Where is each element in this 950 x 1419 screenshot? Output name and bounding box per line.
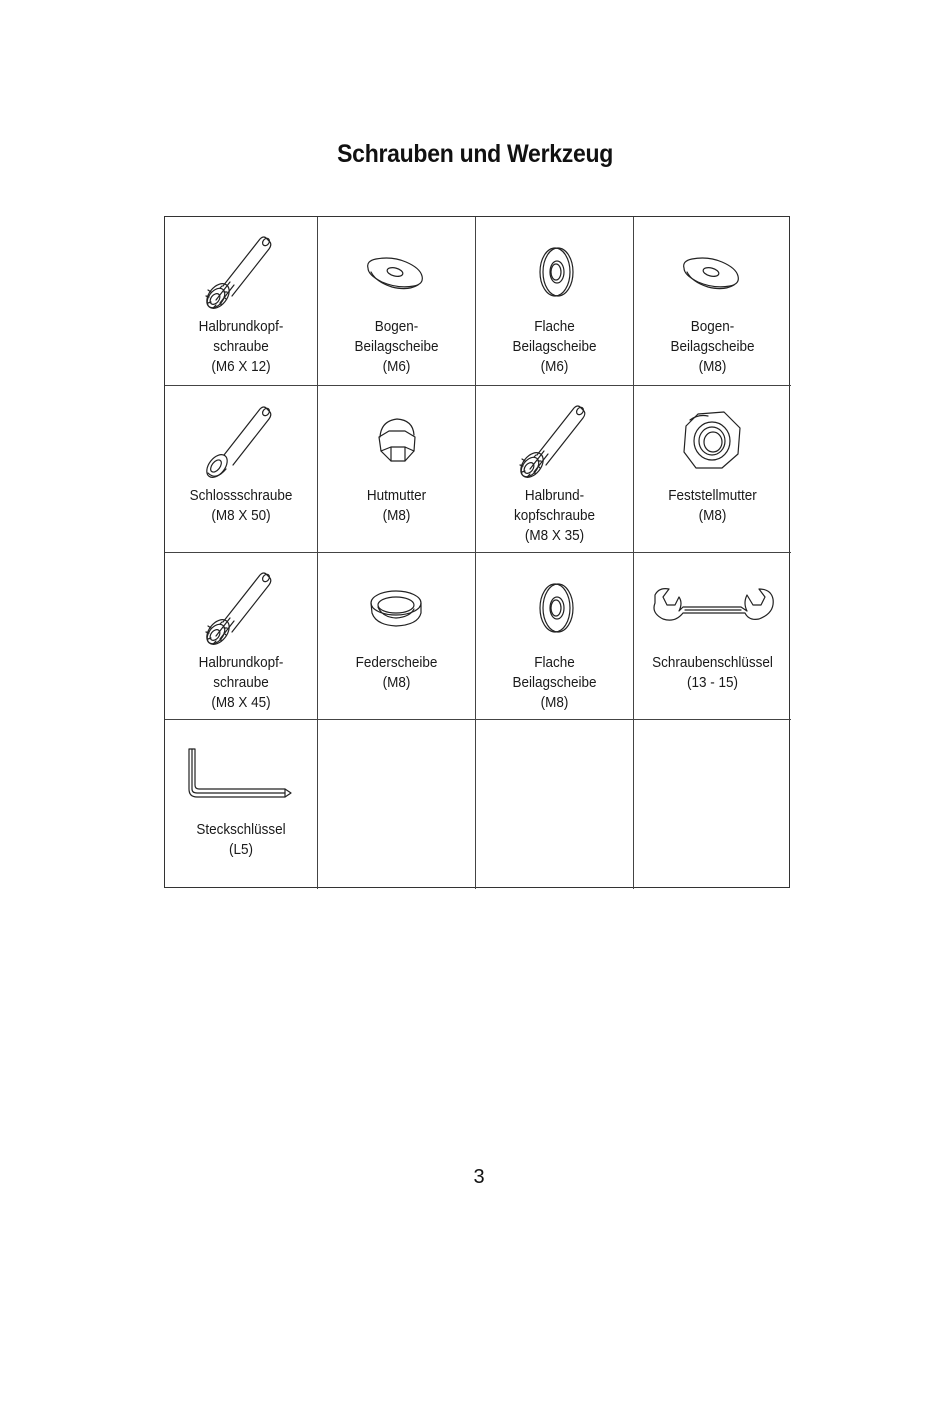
part-label-line: Bogen- — [374, 318, 419, 335]
part-cell — [165, 720, 318, 889]
flat-washer-icon — [476, 567, 633, 649]
part-label-line: Beilagscheibe — [670, 338, 755, 355]
page-title: Schrauben und Werkzeug — [337, 140, 614, 168]
part-label-line: (M8 X 50) — [211, 507, 271, 524]
curved-washer-icon — [318, 231, 475, 313]
part-cell — [634, 217, 791, 386]
page-number: 3 — [473, 1166, 485, 1188]
part-cell — [318, 386, 476, 553]
part-label-line: (M8) — [382, 674, 411, 691]
part-cell — [634, 553, 791, 720]
part-label — [173, 820, 310, 860]
part-label — [642, 486, 783, 526]
empty-cell — [476, 720, 634, 889]
part-label — [173, 653, 310, 713]
part-label-line: (M8) — [698, 358, 727, 375]
part-cell — [165, 553, 318, 720]
part-label-line: Federscheibe — [355, 654, 438, 671]
part-cell — [476, 553, 634, 720]
wrench-icon — [634, 567, 791, 649]
part-label-line: (M6 X 12) — [211, 358, 271, 375]
part-label-line: Beilagscheibe — [354, 338, 439, 355]
part-label-line: kopfschraube — [513, 507, 596, 524]
carriage-bolt-icon — [165, 400, 317, 482]
parts-table — [164, 216, 790, 888]
part-label-line: Halbrundkopf- — [198, 654, 284, 671]
part-label-line: Flache — [534, 654, 575, 671]
part-label — [642, 653, 783, 693]
part-label-line: Halbrund- — [524, 487, 585, 504]
part-label-line: (M8) — [540, 694, 569, 711]
part-cell — [165, 386, 318, 553]
part-label-line: (M6) — [540, 358, 569, 375]
part-label-line: (M8) — [698, 507, 727, 524]
part-label — [484, 486, 625, 546]
empty-cell — [318, 720, 476, 889]
part-label — [173, 486, 310, 526]
part-label-line: (M8 X 35) — [524, 527, 585, 544]
part-label-line: (L5) — [228, 841, 254, 858]
part-label-line: (M8 X 45) — [211, 694, 271, 711]
part-label-line: Hutmutter — [366, 487, 427, 504]
part-label-line: Schraubenschlüssel — [652, 654, 773, 671]
part-label — [326, 486, 467, 526]
part-label-line: Bogen- — [690, 318, 735, 335]
pan-head-bolt-icon — [476, 400, 633, 482]
part-label-line: Schlossschraube — [189, 487, 293, 504]
pan-head-bolt-icon — [165, 231, 317, 313]
curved-washer-icon — [634, 231, 791, 313]
lock-nut-icon — [634, 400, 791, 482]
part-label-line: Halbrundkopf- — [198, 318, 284, 335]
part-label — [326, 653, 467, 693]
flat-washer-icon — [476, 231, 633, 313]
part-label-line: (13 - 15) — [686, 674, 739, 691]
empty-cell — [634, 720, 791, 889]
part-cell — [476, 217, 634, 386]
part-cell — [476, 386, 634, 553]
part-cell — [318, 553, 476, 720]
part-cell — [634, 386, 791, 553]
part-label-line: Flache — [534, 318, 575, 335]
spring-washer-icon — [318, 567, 475, 649]
part-label-line: Steckschlüssel — [196, 821, 286, 838]
part-cell — [165, 217, 318, 386]
cap-nut-icon — [318, 400, 475, 482]
part-label-line: schraube — [213, 338, 269, 355]
part-label — [173, 317, 310, 377]
part-label — [642, 317, 783, 377]
part-cell — [318, 217, 476, 386]
part-label-line: Beilagscheibe — [512, 674, 597, 691]
part-label — [484, 653, 625, 713]
part-label-line: Beilagscheibe — [512, 338, 597, 355]
allen-key-icon — [165, 734, 317, 816]
part-label-line: (M6) — [382, 358, 411, 375]
pan-head-bolt-icon — [165, 567, 317, 649]
part-label-line: schraube — [213, 674, 269, 691]
part-label-line: Feststellmutter — [668, 487, 757, 504]
part-label — [326, 317, 467, 377]
part-label-line: (M8) — [382, 507, 411, 524]
part-label — [484, 317, 625, 377]
